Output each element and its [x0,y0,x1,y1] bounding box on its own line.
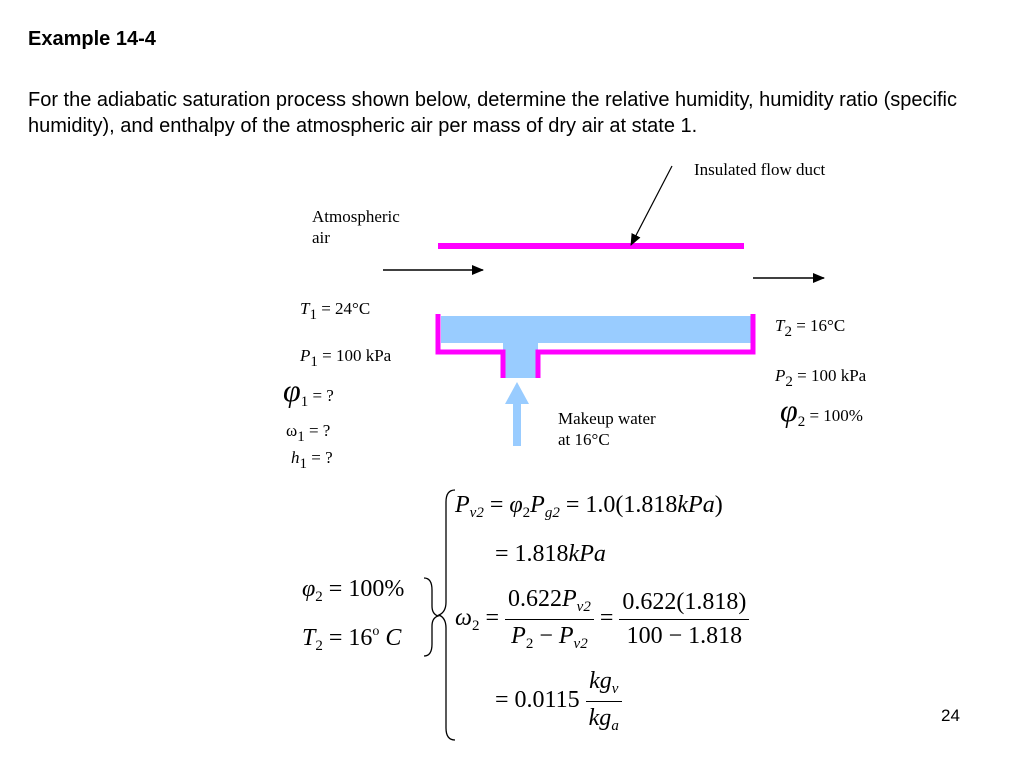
state1-humidity-ratio: ω1 = ? [286,421,331,445]
given-brace [424,578,438,656]
state1-pressure: P1 = 100 kPa [300,346,392,370]
page-number: 24 [941,706,960,725]
humidity-ratio-fraction: $\frac{0.622P_{v2}}{P_2 - P_{v2}}$ [505,586,594,653]
given-T2: $T_2 = 16^o$ C [302,624,402,654]
humidity-ratio-numeric-fraction: $\frac{0.622(1.818)}{100 - 1.818}$ [619,589,749,650]
given-phi2: $\varphi_2 = 100\%$ [302,576,405,605]
kg-ratio-fraction: $\frac{kg_v}{kg_a}$ [586,668,622,735]
inlet-label: Atmospheric air [312,207,400,247]
state2-pressure: P2 = 100 kPa [775,366,867,390]
eq-line-humidity-ratio-result: = 0.0115 $\frac{kg_v}{kg_a}$ [495,668,622,735]
eq-line-humidity-ratio: $\omega_2$ = $\frac{0.622P_{v2}}{P_2 - P_{v2}}$ = $\frac{0.622(1.818)}{100 - 1.818}$ [455,586,749,653]
makeup-water-label: Makeup water at 16°C [558,409,656,449]
state2-temperature: T2 = 16°C [775,316,846,340]
eq-line-vapor-pressure: $P_{v2} = \varphi_2P_{g2} = 1.0(1.818kPa)$ [455,492,723,521]
insulated-duct-label: Insulated flow duct [694,160,826,179]
problem-statement: For the adiabatic saturation process shown below, determine the relative humidity, humidity ratio (specific humidity), and enthalpy of the atmospheric air per mass of dry air at state 1. [28,89,957,137]
state1-enthalpy: h1 = ? [291,448,333,472]
eq-line-vapor-pressure-value: = 1.818kPa [495,541,606,567]
example-title: Example 14-4 [28,28,156,50]
solution-brace [439,490,455,740]
state1-temperature: T1 = 24°C [300,299,371,323]
state2-relative-humidity: φ2 = 100% [780,392,863,430]
state1-relative-humidity: φ1 = ? [283,372,334,410]
